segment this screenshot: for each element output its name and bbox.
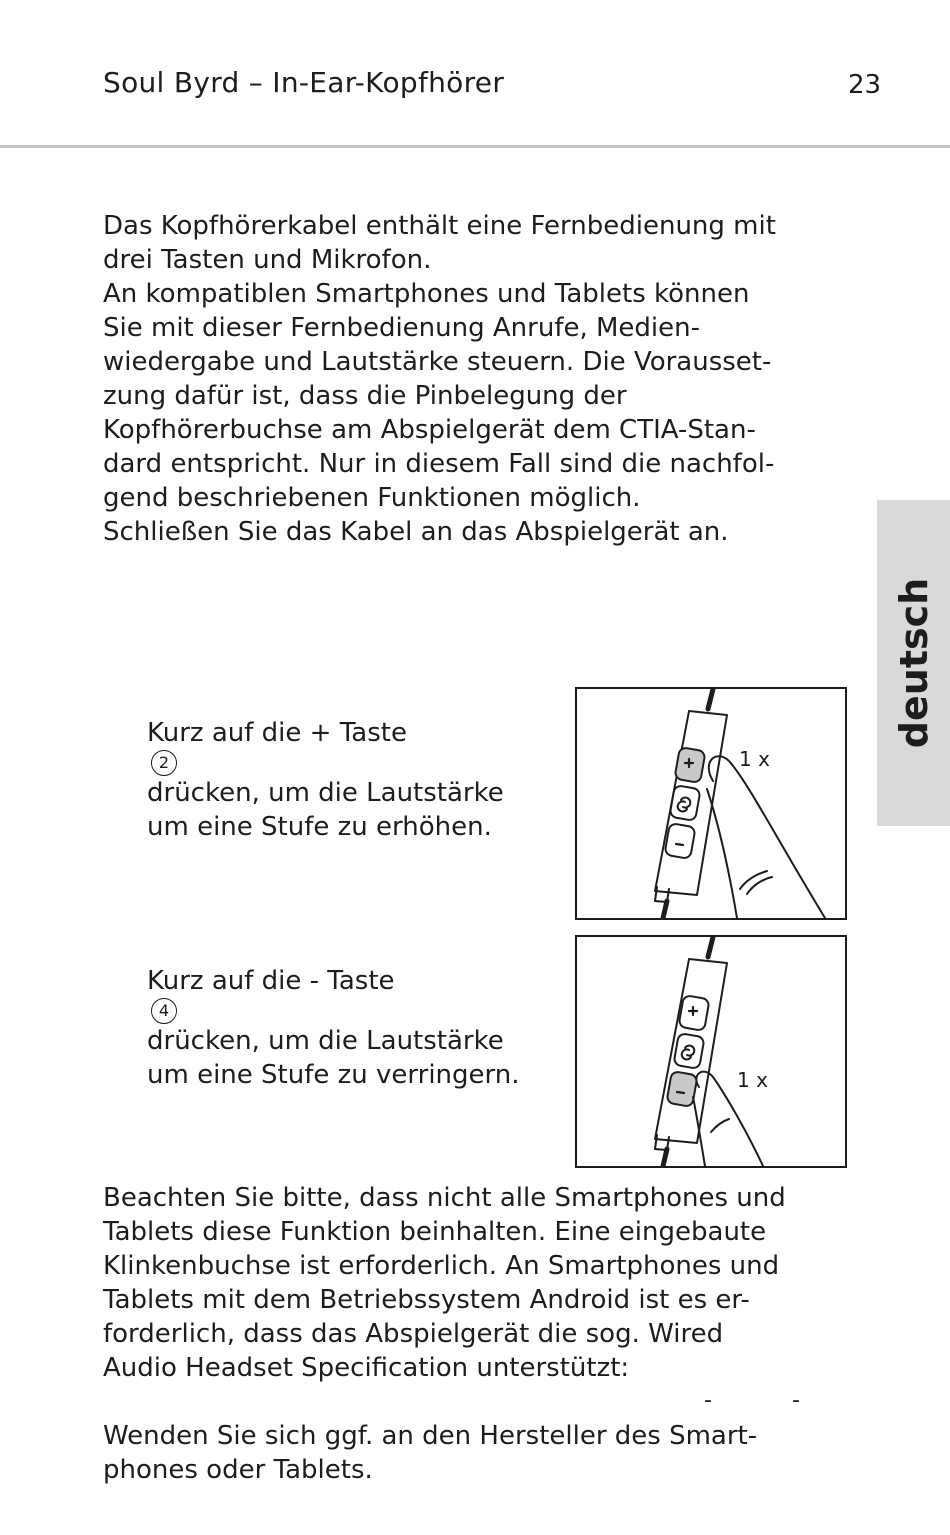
note-line: Tablets diese Funktion beinhalten. Eine eingebaute (103, 1217, 767, 1247)
intro-line: drei Tasten und Mikrofon. (103, 245, 432, 275)
closing-line: Wenden Sie sich ggf. an den Hersteller des Smart- (103, 1421, 758, 1451)
instruction-line: drücken, um die Lautstärke (147, 1026, 504, 1056)
intro-paragraph (103, 209, 863, 549)
volume-up-illustration (575, 687, 847, 920)
closing-line: phones oder Tablets. (103, 1455, 373, 1485)
intro-line: wiedergabe und Lautstärke steuern. Die Vorausset- (103, 347, 772, 377)
instruction-line: drücken, um die Lautstärke (147, 778, 504, 808)
button-number-badge: 2 (151, 750, 177, 776)
instruction-line: um eine Stufe zu verringern. (147, 1060, 520, 1090)
intro-line: An kompatiblen Smartphones und Tablets können (103, 279, 750, 309)
header-divider (0, 145, 950, 148)
closing-paragraph (103, 1419, 863, 1487)
press-count-label: 1 x (737, 1068, 768, 1092)
press-count-label: 1 x (739, 747, 770, 771)
intro-line: Schließen Sie das Kabel an das Abspielgerät an. (103, 517, 729, 547)
compatibility-note (103, 1181, 863, 1385)
instruction-line: Kurz auf die + Taste 2 (147, 716, 567, 776)
note-line: Beachten Sie bitte, dass nicht alle Smartphones und (103, 1183, 786, 1213)
intro-line: Kopfhörerbuchse am Abspielgerät dem CTIA-Stan- (103, 415, 756, 445)
note-line: forderlich, dass das Abspielgerät die sog. Wired (103, 1319, 724, 1349)
page-number: 23 (848, 70, 882, 100)
remote-control-press-minus-icon (577, 937, 845, 1166)
intro-line: dard entspricht. Nur in diesem Fall sind die nachfol- (103, 449, 775, 479)
note-line: Audio Headset Specification unterstützt: (103, 1353, 630, 1383)
volume-down-illustration (575, 935, 847, 1168)
intro-line: zung dafür ist, dass die Pinbelegung der (103, 381, 627, 411)
note-line: Klinkenbuchse ist erforderlich. An Smartphones und (103, 1251, 780, 1281)
intro-line: Sie mit dieser Fernbedienung Anrufe, Medien- (103, 313, 701, 343)
page-header-title: Soul Byrd – In-Ear-Kopfhörer (103, 66, 505, 99)
volume-up-instruction (147, 716, 567, 844)
instruction-line: um eine Stufe zu erhöhen. (147, 812, 492, 842)
language-side-tab (877, 500, 950, 826)
button-number-badge: 4 (151, 998, 177, 1024)
intro-line: gend beschriebenen Funktionen möglich. (103, 483, 641, 513)
dash-mark: - (704, 1388, 712, 1413)
note-line: Tablets mit dem Betriebssystem Android ist es er- (103, 1285, 750, 1315)
intro-line: Das Kopfhörerkabel enthält eine Fernbedienung mit (103, 211, 776, 241)
instruction-line: Kurz auf die - Taste 4 (147, 964, 567, 1024)
dash-mark: - (792, 1388, 800, 1413)
remote-control-press-plus-icon (577, 689, 845, 918)
volume-down-instruction (147, 964, 567, 1092)
language-tab-label: deutsch (891, 577, 936, 749)
